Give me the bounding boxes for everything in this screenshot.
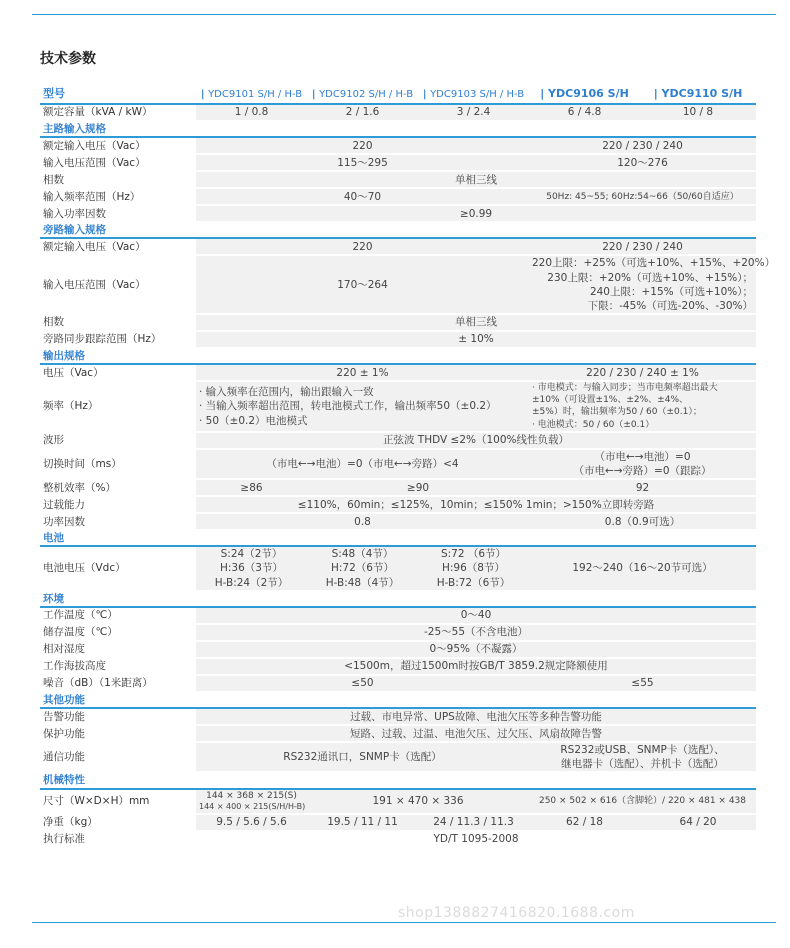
spec-row <box>40 205 756 222</box>
cell-value: ≥86 <box>196 479 307 496</box>
cell-value: ≤55 <box>529 675 756 692</box>
cell-value: <1500m，超过1500m时按GB/T 3859.2规定降额使用 <box>196 658 756 675</box>
cell-line: （市电←→电池）=0 <box>594 450 691 463</box>
row-label: 净重（kg） <box>40 814 196 831</box>
cell-value: 92 <box>529 479 756 496</box>
cell-value: 1 / 0.8 <box>196 104 307 121</box>
cell-line: 144 × 368 × 215(S) <box>206 790 297 801</box>
spec-row <box>40 479 756 496</box>
cell-value: 220 ± 1% <box>196 364 529 381</box>
spec-row <box>40 171 756 188</box>
cell-line: H-B:48（4节） <box>325 576 400 589</box>
cell-value: 220 / 230 / 240 <box>529 238 756 255</box>
cell-value: 单相三线 <box>196 314 756 331</box>
spec-row <box>40 137 756 154</box>
row-label: 额定输入电压（Vac） <box>40 238 196 255</box>
cell-line: RS232或USB、SNMP卡（选配）、 <box>560 744 725 757</box>
cell-value-multiline <box>196 381 529 432</box>
cell-value: 19.5 / 11 / 11 <box>307 814 418 831</box>
cell-value-multiline <box>529 381 756 432</box>
cell-value: 过载、市电异常、UPS故障、电池欠压等多种告警功能 <box>196 708 756 725</box>
section-title: 其他功能 <box>40 692 756 708</box>
section-title: 环境 <box>40 591 756 607</box>
spec-row <box>40 238 756 255</box>
row-label: 通信功能 <box>40 742 196 772</box>
model-header-label: 型号 <box>40 86 196 104</box>
spec-row <box>40 496 756 513</box>
cell-value: YD/T 1095-2008 <box>196 831 756 848</box>
row-label: 输入功率因数 <box>40 205 196 222</box>
cell-value: 6 / 4.8 <box>529 104 640 121</box>
cell-value: 单相三线 <box>196 171 756 188</box>
section-header-mechanical <box>40 772 756 788</box>
cell-value: 0.8（0.9可选） <box>529 513 756 530</box>
spec-row <box>40 449 756 479</box>
row-label: 输入电压范围（Vac） <box>40 255 196 314</box>
spec-row <box>40 188 756 205</box>
page-title: 技术参数 <box>40 51 96 67</box>
cell-line: ±10%（可设置±1%、±2%、±4%、 <box>532 395 689 406</box>
cell-value: 62 / 18 <box>529 814 640 831</box>
section-header-bypass-input <box>40 222 756 238</box>
section-title: 主路输入规格 <box>40 121 756 137</box>
cell-value: 191 × 470 × 336 <box>307 789 529 814</box>
row-label: 相数 <box>40 314 196 331</box>
cell-line: 144 × 400 × 215(S/H/H-B) <box>199 801 306 811</box>
cell-value: ≤110%，60min；≤125%，10min；≤150% 1min；>150%立即转旁路 <box>196 496 756 513</box>
cell-line: · 50（±0.2）电池模式 <box>199 414 308 427</box>
row-label: 告警功能 <box>40 708 196 725</box>
spec-row <box>40 789 756 814</box>
row-label: 切换时间（ms） <box>40 449 196 479</box>
spec-row <box>40 725 756 742</box>
spec-row <box>40 255 756 314</box>
section-title: 电池 <box>40 530 756 546</box>
cell-value: 0～95%（不凝露） <box>196 641 756 658</box>
cell-line: 继电器卡（选配）、并机卡（选配） <box>561 758 724 771</box>
spec-row <box>40 314 756 331</box>
spec-row <box>40 814 756 831</box>
section-header-output <box>40 348 756 364</box>
bottom-divider <box>32 922 776 923</box>
cell-line: 220上限：+25%（可选+10%、+15%、+20%） <box>532 257 776 270</box>
cell-line: · 输入频率在范围内，输出跟输入一致 <box>199 386 374 399</box>
cell-value: 9.5 / 5.6 / 5.6 <box>196 814 307 831</box>
spec-row <box>40 624 756 641</box>
model-header-cell: | YDC9101 S/H / H-B <box>196 86 307 104</box>
model-header-cell: | YDC9110 S/H <box>640 86 756 104</box>
model-header-cell: | YDC9103 S/H / H-B <box>418 86 529 104</box>
spec-row <box>40 432 756 449</box>
row-label: 保护功能 <box>40 725 196 742</box>
section-title: 机械特性 <box>40 772 756 788</box>
cell-value: 120～276 <box>529 154 756 171</box>
row-label: 电池电压（Vdc） <box>40 546 196 591</box>
watermark-text: shop1388827416820.1688.com <box>398 905 635 921</box>
cell-value-multiline <box>307 546 418 591</box>
spec-row <box>40 675 756 692</box>
cell-line: ±5%）时，输出频率为50 / 60（±0.1）； <box>532 407 702 418</box>
model-header-cell: | YDC9102 S/H / H-B <box>307 86 418 104</box>
cell-value: （市电←→电池）=0（市电←→旁路）<4 <box>196 449 529 479</box>
cell-value: 24 / 11.3 / 11.3 <box>418 814 529 831</box>
cell-value: RS232通讯口，SNMP卡（选配） <box>196 742 529 772</box>
row-label: 输入电压范围（Vac） <box>40 154 196 171</box>
spec-row-capacity <box>40 104 756 121</box>
cell-value-multiline <box>529 742 756 772</box>
spec-row <box>40 154 756 171</box>
cell-value-multiline <box>196 546 307 591</box>
row-label: 额定输入电压（Vac） <box>40 137 196 154</box>
section-header-main-input <box>40 121 756 137</box>
cell-line: H-B:24（2节） <box>214 576 289 589</box>
spec-row <box>40 641 756 658</box>
row-label: 尺寸（W×D×H）mm <box>40 789 196 814</box>
spec-row <box>40 607 756 624</box>
row-label: 相对湿度 <box>40 641 196 658</box>
section-header-environment <box>40 591 756 607</box>
cell-line: H:96（8节） <box>442 562 505 575</box>
spec-row <box>40 381 756 432</box>
cell-line: （市电←→旁路）=0（跟踪） <box>573 464 712 477</box>
cell-value: ≥0.99 <box>196 205 756 222</box>
row-label: 工作温度（℃） <box>40 607 196 624</box>
spec-row <box>40 331 756 348</box>
cell-value: ≤50 <box>196 675 529 692</box>
section-header-battery <box>40 530 756 546</box>
cell-value: -25～55（不含电池） <box>196 624 756 641</box>
cell-value-multiline <box>529 255 776 314</box>
spec-row <box>40 831 756 848</box>
cell-value: 40～70 <box>196 188 529 205</box>
cell-value: 10 / 8 <box>640 104 756 121</box>
spec-table <box>40 86 776 849</box>
cell-value: 50Hz: 45~55; 60Hz:54~66（50/60自适应） <box>529 188 756 205</box>
cell-value: 115～295 <box>196 154 529 171</box>
cell-line: · 当输入频率超出范围，转电池模式工作，输出频率50（±0.2） <box>199 400 497 413</box>
spec-row <box>40 708 756 725</box>
spec-row <box>40 742 756 772</box>
cell-value-multiline <box>196 789 307 814</box>
cell-line: S:24（2节） <box>220 548 283 561</box>
cell-line: 240上限：+15%（可选+10%）； <box>589 285 753 298</box>
spec-row <box>40 513 756 530</box>
cell-line: H:36（3节） <box>220 562 283 575</box>
row-label: 储存温度（℃） <box>40 624 196 641</box>
cell-value: 192～240（16～20节可选） <box>529 546 756 591</box>
cell-line: H:72（6节） <box>331 562 394 575</box>
cell-line: · 电池模式：50 / 60（±0.1） <box>532 419 655 430</box>
row-label: 工作海拔高度 <box>40 658 196 675</box>
cell-value: 3 / 2.4 <box>418 104 529 121</box>
row-label: 执行标准 <box>40 831 196 848</box>
model-header-cell: | YDC9106 S/H <box>529 86 640 104</box>
row-label: 旁路同步跟踪范围（Hz） <box>40 331 196 348</box>
top-divider <box>32 14 776 15</box>
section-title: 旁路输入规格 <box>40 222 756 238</box>
row-label: 相数 <box>40 171 196 188</box>
cell-value: 220 <box>196 238 529 255</box>
section-title: 输出规格 <box>40 348 756 364</box>
cell-line: S:72 （6节） <box>440 548 507 561</box>
cell-value: 正弦波 THDV ≤2%（100%线性负载） <box>196 432 756 449</box>
row-label: 噪音（dB）（1米距离） <box>40 675 196 692</box>
cell-line: 下限：-45%（可选-20%、-30%） <box>587 299 753 312</box>
spec-row <box>40 658 756 675</box>
cell-line: S:48（4节） <box>331 548 394 561</box>
cell-value: 0～40 <box>196 607 756 624</box>
cell-value: ± 10% <box>196 331 756 348</box>
cell-value: 短路、过载、过温、电池欠压、过欠压、风扇故障告警 <box>196 725 756 742</box>
cell-value: 0.8 <box>196 513 529 530</box>
cell-value-multiline <box>529 449 756 479</box>
cell-value: ≥90 <box>307 479 529 496</box>
section-header-other <box>40 692 756 708</box>
spec-row <box>40 546 756 591</box>
row-label: 功率因数 <box>40 513 196 530</box>
model-header-row <box>40 86 756 104</box>
cell-value: 220 / 230 / 240 <box>529 137 756 154</box>
cell-value: 220 / 230 / 240 ± 1% <box>529 364 756 381</box>
cell-value: 170～264 <box>196 255 529 314</box>
cell-value: 220 <box>196 137 529 154</box>
spec-row <box>40 364 756 381</box>
cell-value: 2 / 1.6 <box>307 104 418 121</box>
cell-value-multiline <box>418 546 529 591</box>
row-label: 过载能力 <box>40 496 196 513</box>
row-label: 输入频率范围（Hz） <box>40 188 196 205</box>
cell-line: · 市电模式：与输入同步；当市电频率超出最大 <box>532 383 718 394</box>
row-label: 整机效率（%） <box>40 479 196 496</box>
row-label: 频率（Hz） <box>40 381 196 432</box>
cell-line: 230上限：+20%（可选+10%、+15%）； <box>547 271 753 284</box>
row-label: 波形 <box>40 432 196 449</box>
cell-line: H-B:72（6节） <box>436 576 511 589</box>
row-label: 电压（Vac） <box>40 364 196 381</box>
row-label: 额定容量（kVA / kW） <box>40 104 196 121</box>
cell-value: 64 / 20 <box>640 814 756 831</box>
cell-value: 250 × 502 × 616（含脚轮）/ 220 × 481 × 438 <box>529 789 756 814</box>
